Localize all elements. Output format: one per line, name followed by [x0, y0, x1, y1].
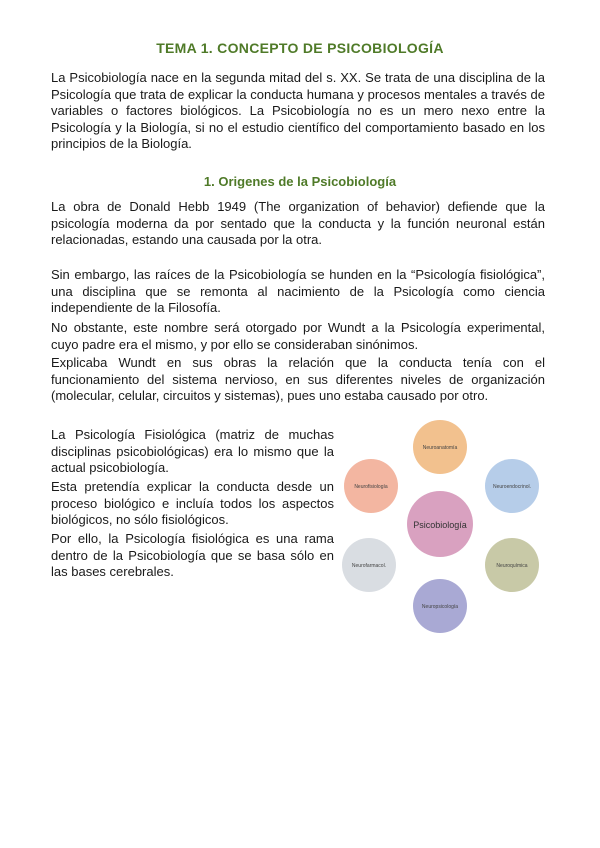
- node-label: Neuroanatomía: [422, 445, 458, 451]
- paragraph-pretension: Esta pretendía explicar la conducta desde un proceso biológico e incluía todos los aspectos biológicos, no sólo fisiológicos.: [51, 479, 334, 527]
- node-label: Neuroendocrinol.: [492, 484, 532, 490]
- node-neuroanatomia: [413, 420, 467, 474]
- node-label: Neurofisiología: [354, 484, 388, 490]
- node-neurofarmacologia: [342, 538, 396, 592]
- paragraph-rama: Por ello, la Psicología fisiológica es una rama dentro de la Psicobiología que se basa sólo en las bases cerebrales.: [51, 531, 334, 579]
- paragraph-hebb: La obra de Donald Hebb 1949 (The organization of behavior) defiende que la psicología moderna da por sentado que la conducta y la función neuronal están relacionadas, estando una causada por la otra.: [51, 199, 545, 247]
- intro-paragraph: La Psicobiología nace en la segunda mitad del s. XX. Se trata de una disciplina de la Psicología que trata de explicar la conducta humana y procesos mentales a través de variables o factores biológicos. La Psicobiología no es un mero nexo entre la Psicología y la Biología, si no el estudio científico del comportamiento basado en los principios de la Biología.: [51, 70, 545, 151]
- node-label: Neuropsicología: [421, 604, 459, 610]
- node-label: Neuroquímica: [496, 563, 528, 569]
- center-label: Psicobiología: [413, 520, 467, 530]
- paragraph-roots: Sin embargo, las raíces de la Psicobiología se hunden en la “Psicología fisiológica”, una disciplina que se remonta al nacimiento de la Psicología como ciencia independiente de la Filosofía.: [51, 267, 545, 315]
- node-label: Neurofarmacol.: [351, 563, 387, 569]
- paragraph-wundt-works: Explicaba Wundt en sus obras la relación que la conducta tenía con el funcionamiento del sistema nervioso, en sus diferentes niveles de organización (molecular, celular, circuitos y sistemas), pues uno estaba causado por otro.: [51, 355, 545, 403]
- node-neuroquimica: [485, 538, 539, 592]
- page-title: TEMA 1. CONCEPTO DE PSICOBIOLOGÍA: [156, 40, 444, 56]
- psicobiologia-diagram: [340, 410, 550, 635]
- section-heading: 1. Origenes de la Psicobiología: [203, 174, 397, 189]
- node-neuroendocrinologia: [485, 459, 539, 513]
- paragraph-wundt-name: No obstante, este nombre será otorgado por Wundt a la Psicología experimental, cuyo padre era el mismo, y por ello se consideraban sinónimos.: [51, 320, 545, 352]
- node-neuropsicologia: [413, 579, 467, 633]
- paragraph-fisiologica: La Psicología Fisiológica (matriz de muchas disciplinas psicobiológicas) era lo mismo que la actual psicobiología.: [51, 427, 334, 475]
- node-neurofisiologia: [344, 459, 398, 513]
